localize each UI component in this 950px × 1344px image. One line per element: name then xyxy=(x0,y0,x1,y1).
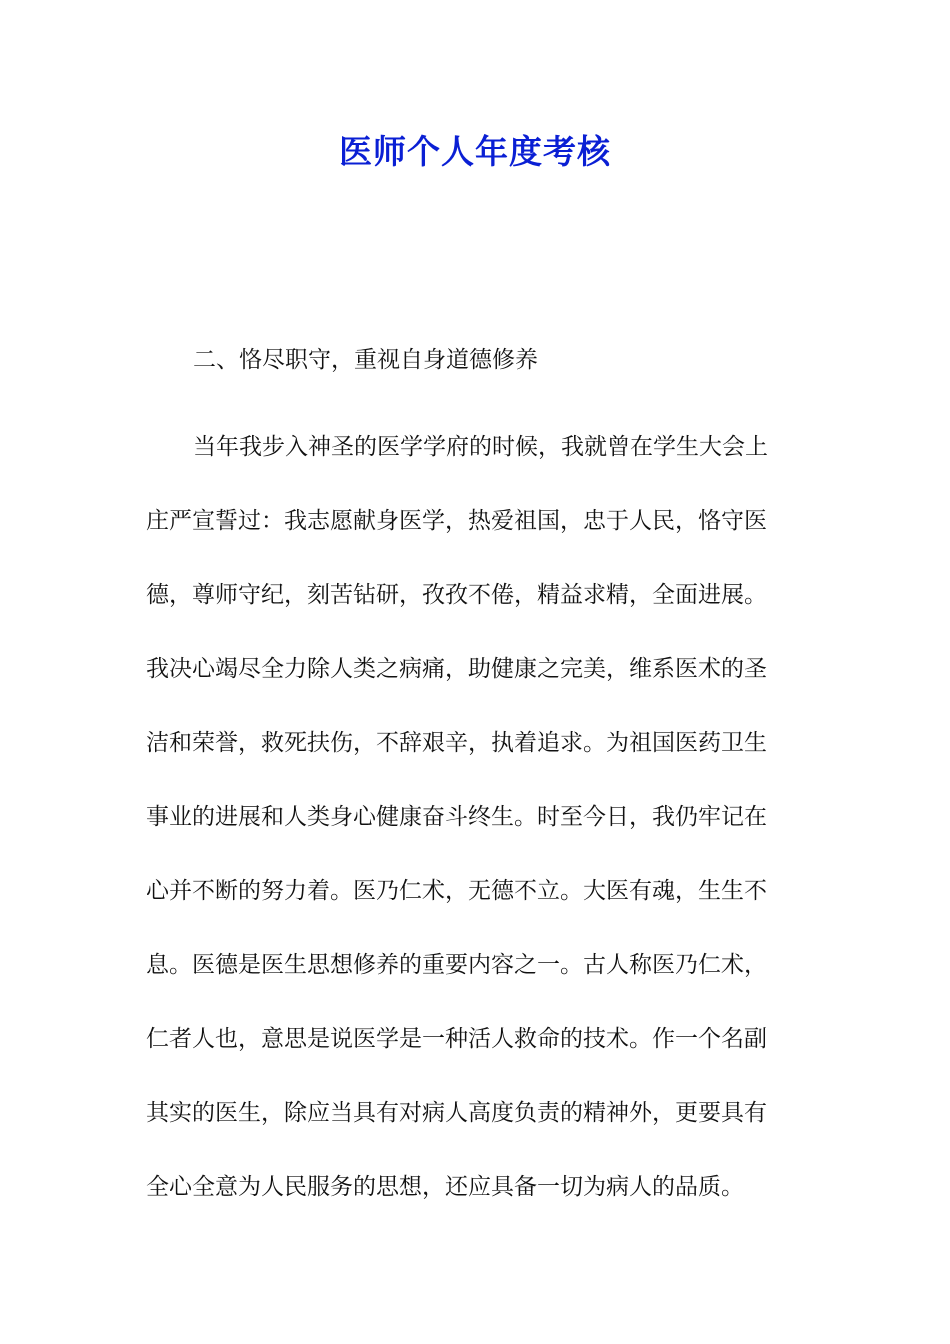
paragraph-line: 息。医德是医生思想修养的重要内容之一。古人称医乃仁术， xyxy=(146,952,767,978)
paragraph-line: 当年我步入神圣的医学学府的时候，我就曾在学生大会上 xyxy=(193,434,768,460)
paragraph-line: 仁者人也，意思是说医学是一种活人救命的技术。作一个名副 xyxy=(146,1026,767,1052)
paragraph-line: 全心全意为人民服务的思想，还应具备一切为病人的品质。 xyxy=(146,1174,744,1200)
paragraph-line: 我决心竭尽全力除人类之病痛，助健康之完美，维系医术的圣 xyxy=(146,656,767,682)
body-paragraph xyxy=(146,410,806,1224)
paragraph-line: 洁和荣誉，救死扶伤，不辞艰辛，执着追求。为祖国医药卫生 xyxy=(146,730,767,756)
paragraph-line: 其实的医生，除应当具有对病人高度负责的精神外，更要具有 xyxy=(146,1100,767,1126)
section-heading: 二、恪尽职守，重视自身道德修养 xyxy=(193,347,538,373)
paragraph-line: 事业的进展和人类身心健康奋斗终生。时至今日，我仍牢记在 xyxy=(146,804,767,830)
paragraph-line: 德，尊师守纪，刻苦钻研，孜孜不倦，精益求精，全面进展。 xyxy=(146,582,767,608)
document-title: 医师个人年度考核 xyxy=(339,132,611,171)
paragraph-line: 心并不断的努力着。医乃仁术，无德不立。大医有魂，生生不 xyxy=(146,878,767,904)
paragraph-line: 庄严宣誓过：我志愿献身医学，热爱祖国，忠于人民，恪守医 xyxy=(146,508,767,534)
